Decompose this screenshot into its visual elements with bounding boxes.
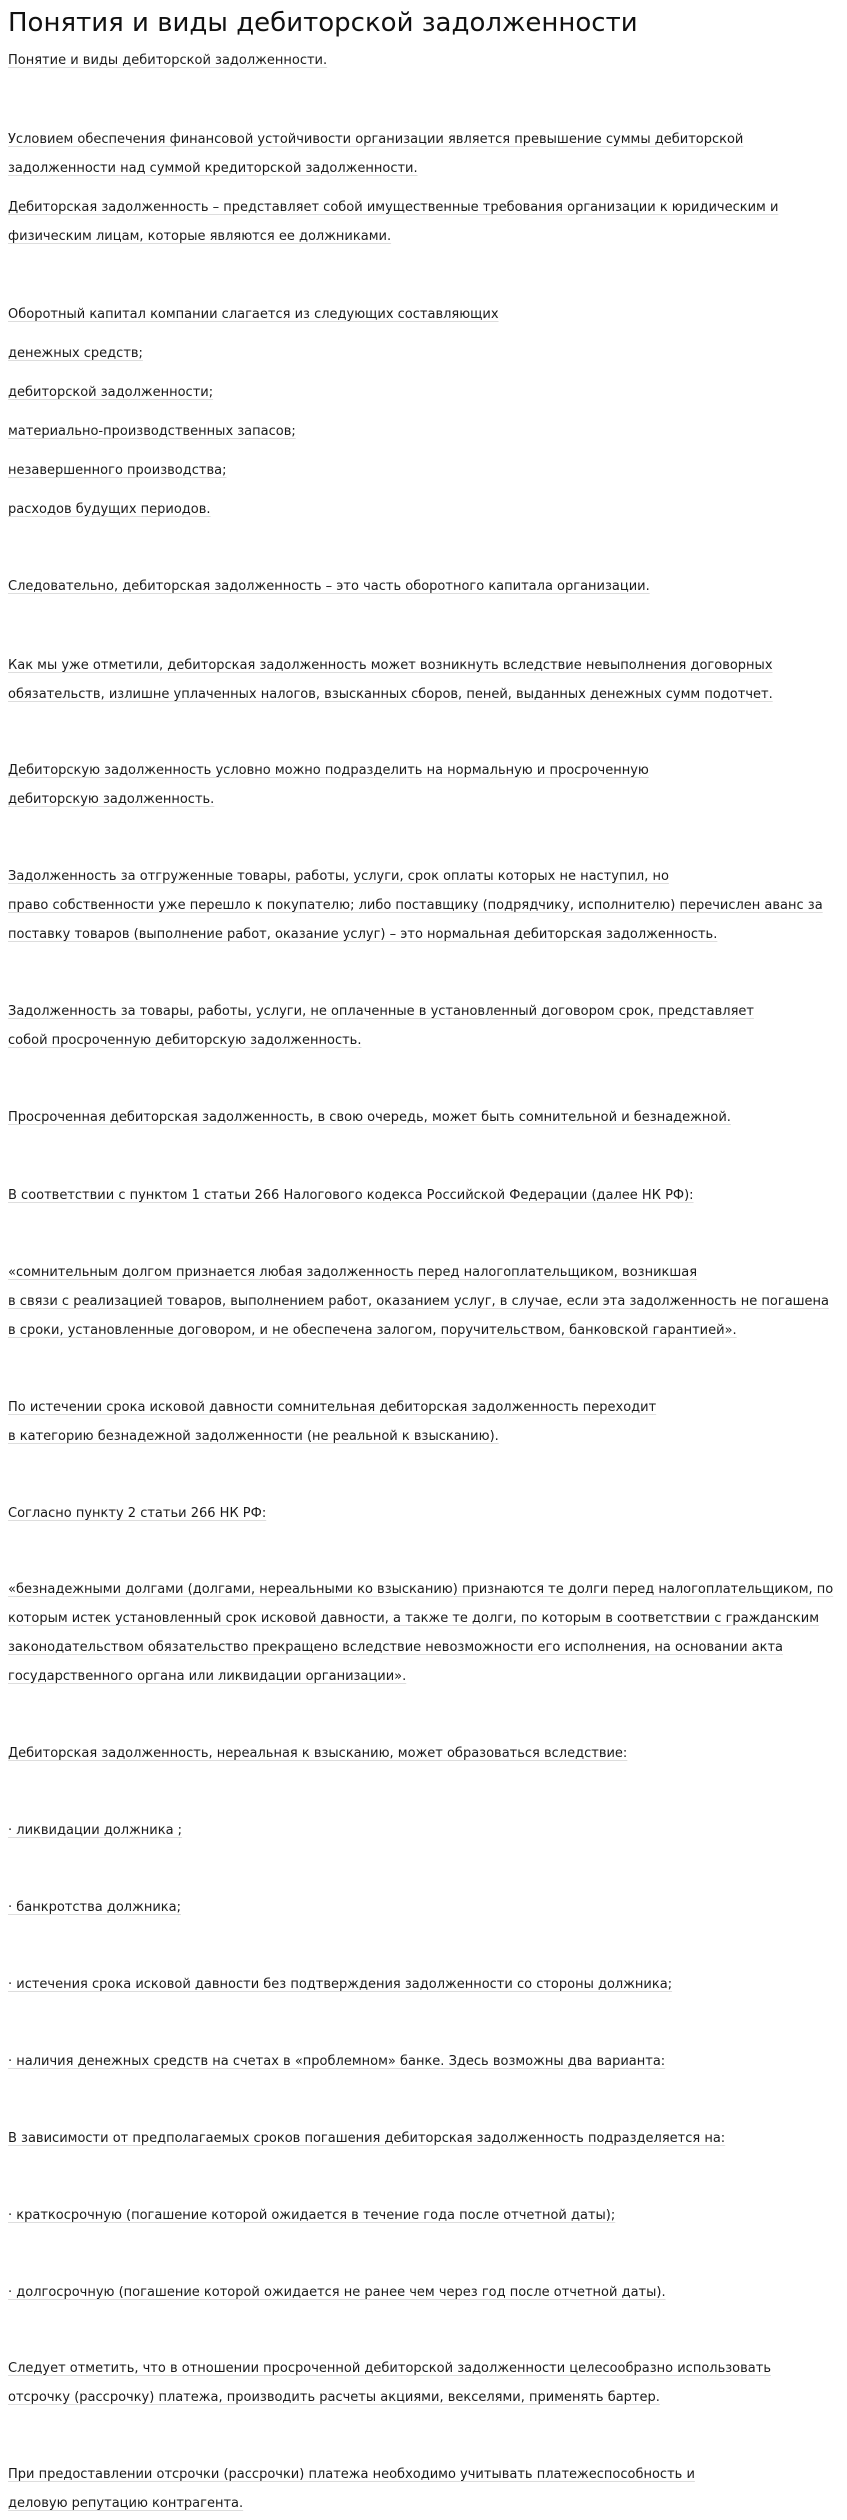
list-item: · истечения срока исковой давности без подтверждения задолженности со стороны должника; [8, 1977, 673, 1992]
text-line: Согласно пункту 2 статьи 266 НК РФ: [8, 1506, 267, 1521]
list-item: · долгосрочную (погашение которой ожидается не ранее чем через год после отчетной даты). [8, 2285, 666, 2300]
text-line: При предоставлении отсрочки (рассрочки) платежа необходимо учитывать платежеспособность и [8, 2467, 695, 2482]
list-item: · банкротства должника; [8, 1900, 181, 1915]
text-line: расходов будущих периодов. [8, 502, 211, 517]
text-line: Оборотный капитал компании слагается из следующих составляющих [8, 307, 499, 322]
text-line: собой просроченную дебиторскую задолженность. [8, 1033, 362, 1048]
text-line: Понятие и виды дебиторской задолженности. [8, 53, 328, 68]
text-line: Дебиторскую задолженность условно можно подразделить на нормальную и просроченную [8, 763, 649, 778]
text-line: денежных средств; [8, 346, 143, 361]
text-line: государственного органа или ликвидации организации». [8, 1669, 407, 1684]
text-line: «безнадежными долгами (долгами, нереальными ко взысканию) признаются те долги перед налогоплательщиком, по [8, 1582, 834, 1597]
text-line: В зависимости от предполагаемых сроков погашения дебиторская задолженность подразделяется на: [8, 2131, 726, 2146]
text-line: Задолженность за товары, работы, услуги, не оплаченные в установленный договором срок, представляет [8, 1004, 754, 1019]
text-line: Просроченная дебиторская задолженность, в свою очередь, может быть сомнительной и безнадежной. [8, 1110, 731, 1125]
text-line: материально-производственных запасов; [8, 424, 296, 439]
text-line: в категорию безнадежной задолженности (не реальной к взысканию). [8, 1429, 499, 1444]
list-item: · ликвидации должника ; [8, 1823, 183, 1838]
text-line: обязательств, излишне уплаченных налогов, взысканных сборов, пеней, выданных денежных сумм подотчет. [8, 687, 773, 702]
text-line: в связи с реализацией товаров, выполнением работ, оказанием услуг, в случае, если эта задолженность не погашена [8, 1294, 830, 1309]
text-line: деловую репутацию контрагента. [8, 2496, 244, 2511]
text-line: законодательством обязательство прекращено вследствие невозможности его исполнения, на основании акта [8, 1640, 784, 1655]
text-line: По истечении срока исковой давности сомнительная дебиторская задолженность переходит [8, 1400, 657, 1415]
text-line: Следует отметить, что в отношении просроченной дебиторской задолженности целесообразно использовать [8, 2361, 771, 2376]
text-line: Условием обеспечения финансовой устойчивости организации является превышение суммы дебиторской [8, 132, 744, 147]
text-line: которым истек установленный срок исковой давности, а также те долги, по которым в соответствии с гражданским [8, 1611, 820, 1626]
text-line: физическим лицам, которые являются ее должниками. [8, 229, 392, 244]
text-line: поставку товаров (выполнение работ, оказание услуг) – это нормальная дебиторская задолженность. [8, 927, 718, 942]
text-line: В соответствии с пунктом 1 статьи 266 Налогового кодекса Российской Федерации (далее НК РФ): [8, 1188, 694, 1203]
text-line: незавершенного производства; [8, 463, 227, 478]
text-line: в сроки, установленные договором, и не обеспечена залогом, поручительством, банковской гарантией». [8, 1323, 737, 1338]
list-item: · наличия денежных средств на счетах в «проблемном» банке. Здесь возможны два варианта: [8, 2054, 666, 2069]
text-line: дебиторской задолженности; [8, 385, 214, 400]
text-line: отсрочку (рассрочку) платежа, производить расчеты акциями, векселями, применять бартер. [8, 2390, 660, 2405]
text-line: Задолженность за отгруженные товары, работы, услуги, срок оплаты которых не наступил, но [8, 869, 669, 884]
text-line: Дебиторская задолженность, нереальная к взысканию, может образоваться вследствие: [8, 1746, 628, 1761]
list-item: · краткосрочную (погашение которой ожидается в течение года после отчетной даты); [8, 2208, 616, 2223]
text-line: право собственности уже перешло к покупателю; либо поставщику (подрядчику, исполнителю) перечислен аванс за [8, 898, 823, 913]
text-line: «сомнительным долгом признается любая задолженность перед налогоплательщиком, возникшая [8, 1265, 698, 1280]
text-line: Дебиторская задолженность – представляет собой имущественные требования организации к юридическим и [8, 200, 779, 215]
text-line: задолженности над суммой кредиторской задолженности. [8, 161, 418, 176]
text-line: Как мы уже отметили, дебиторская задолженность может возникнуть вследствие невыполнения договорных [8, 658, 773, 673]
text-line: Следовательно, дебиторская задолженность – это часть оборотного капитала организации. [8, 579, 650, 594]
page-title: Понятия и виды дебиторской задолженности [8, 8, 638, 38]
text-line: дебиторскую задолженность. [8, 792, 215, 807]
